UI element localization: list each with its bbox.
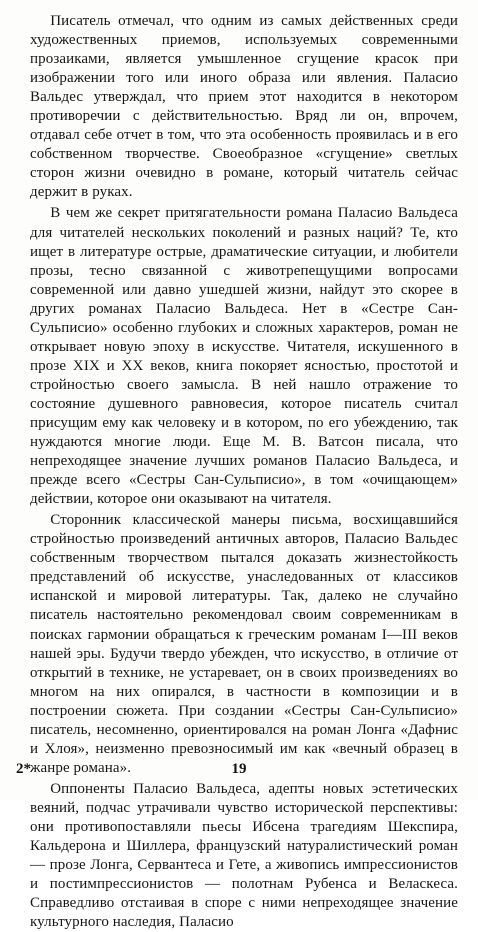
- paragraph-3: Сторонник классической манеры письма, восхищавшийся стройностью произведений античных авторов, Паласио Вальдес собственным творчеством пытался доказать жизнестойкость представлений об искусстве, унаследованных от классиков испанской и мировой литературы. Так, далеко не случайно писатель настоятельно рекомендовал своим современникам в поисках гармонии обращаться к греческим романам I—III веков нашей эры. Будучи твердо убежден, что искусство, в отличие от открытий в технике, не устаревает, он в своих произведениях во многом на них опирался, в частности в композиции и в построении сюжета. При создании «Сестры Сан-Сульписио» писатель, несомненно, ориентировался на роман Лонга «Дафнис и Хлоя», неизменно превозносимый им как «вечный образец в жанре романа».: [30, 512, 458, 776]
- page-footer: [0, 761, 478, 785]
- paragraph-4: Оппоненты Паласио Вальдеса, адепты новых эстетических веяний, подчас утрачивали чувство исторической перспективы: они противопоставляли пьесы Ибсена трагедиям Шекспира, Кальдерона и Шиллера, французский натуралистический роман — прозе Лонга, Сервантеса и Гете, а живопись импрессионистов и постимпрессионистов — полотнам Рубенса и Веласкеса. Справедливо отстаивая в споре с ними непреходящее значение культурного наследия, Паласио: [30, 780, 458, 931]
- page-number: 19: [231, 761, 247, 777]
- paragraph-2: В чем же секрет притягательности романа Паласио Вальдеса для читателей нескольких поколений и разных наций? Те, кто ищет в литературе острые, драматические ситуации, и любители прозы, тесно связанной с животрепещущими вопросами современной или давно ушедшей жизни, найдут это скорее в других романах Паласио Вальдеса. Нет в «Сестре Сан-Сульписио» особенно глубоких и сложных характеров, роман не открывает новую эпоху в искусстве. Читателя, искушенного в прозе XIX и XX веков, книга покоряет ясностью, простотой и стройностью своего замысла. В ней нашло отражение то состояние душевного равновесия, которое писатель считал присущим ему как человеку и в котором, по его убеждению, так нуждаются многие люди. Еще М. В. Ватсон писала, что непреходящее значение лучших романов Паласио Вальдеса, и прежде всего «Сестры Сан-Сульписио», в том «очищающем» действии, которое они оказывают на читателя.: [30, 205, 458, 508]
- body-text: [30, 12, 458, 932]
- signature-mark: 2*: [16, 761, 31, 777]
- paragraph-1: Писатель отмечал, что одним из самых действенных среди художественных приемов, используемых современными прозаиками, является умышленное сгущение красок при изображении того или иного образа или явления. Паласио Вальдес утверждал, что прием этот находится в некотором противоречии с действительностью. Вряд ли он, впрочем, отдавал себе отчет в том, что эта особенность проявилась и в его собственном творчестве. Своеобразное «сгущение» светлых сторон жизни очевидно в романе, который читатель сейчас держит в руках.: [30, 13, 458, 201]
